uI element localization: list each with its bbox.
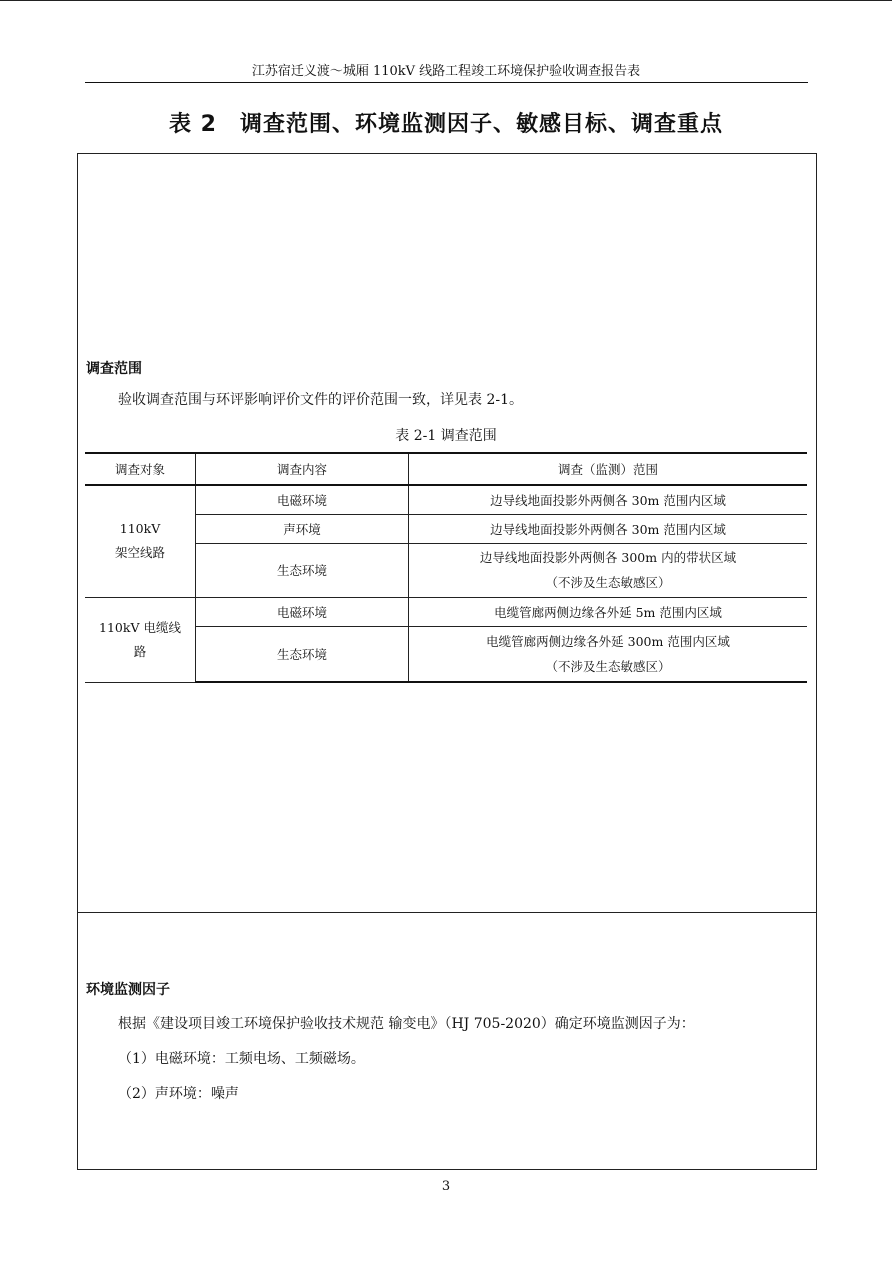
page-top-border: [0, 0, 892, 1]
range-cell: [409, 626, 808, 682]
monitoring-item: （1）电磁环境：工频电场、工频磁场。: [118, 1051, 365, 1067]
object-cell: [85, 597, 196, 682]
header-object: 调查对象: [85, 453, 196, 485]
header-range: 调查（监测）范围: [409, 453, 808, 485]
monitoring-item: （2）声环境：噪声: [118, 1086, 239, 1102]
object-cell: [85, 485, 196, 597]
section-divider: [77, 912, 817, 913]
range-note: （不涉及生态敏感区）: [545, 658, 671, 674]
content-cell: 生态环境: [196, 543, 409, 597]
monitoring-intro: 根据《建设项目竣工环境保护验收技术规范 输变电》（HJ 705-2020）确定环境监测因子为：: [118, 1016, 695, 1032]
survey-scope-heading: 调查范围: [86, 361, 142, 377]
range-line: 边导线地面投影外两侧各 300m 内的带状区域: [479, 550, 737, 565]
monitoring-factors-heading: 环境监测因子: [86, 982, 170, 998]
range-cell: [409, 543, 808, 597]
range-cell: 边导线地面投影外两侧各 30m 范围内区域: [409, 485, 808, 514]
table-caption: 表 2-1 调查范围: [395, 428, 497, 444]
content-cell: 电磁环境: [196, 485, 409, 514]
object-label-line2: 路: [133, 643, 147, 659]
content-cell: 声环境: [196, 514, 409, 543]
survey-scope-table: [85, 452, 807, 683]
header-content: 调查内容: [196, 453, 409, 485]
object-label-line1: 110kV 电缆线: [99, 619, 181, 635]
table-row: [85, 485, 807, 514]
range-cell: 边导线地面投影外两侧各 30m 范围内区域: [409, 514, 808, 543]
table-header-row: [85, 453, 807, 485]
table-row: [85, 597, 807, 626]
object-label-line1: 110kV: [119, 521, 161, 537]
range-cell: 电缆管廊两侧边缘各外延 5m 范围内区域: [409, 597, 808, 626]
content-cell: 电磁环境: [196, 597, 409, 626]
page-title: 表 2 调查范围、环境监测因子、敏感目标、调查重点: [169, 112, 723, 137]
content-cell: 生态环境: [196, 626, 409, 682]
range-line: 电缆管廊两侧边缘各外延 300m 范围内区域: [486, 633, 730, 649]
survey-scope-paragraph: 验收调查范围与环评影响评价文件的评价范围一致，详见表 2-1。: [118, 392, 523, 408]
running-header: 江苏宿迁义渡～城厢 110kV 线路工程竣工环境保护验收调查报告表: [251, 64, 641, 79]
header-rule: [85, 82, 808, 83]
object-label-line2: 架空线路: [114, 545, 165, 561]
page-number: 3: [441, 1179, 451, 1194]
range-note: （不涉及生态敏感区）: [545, 575, 671, 590]
